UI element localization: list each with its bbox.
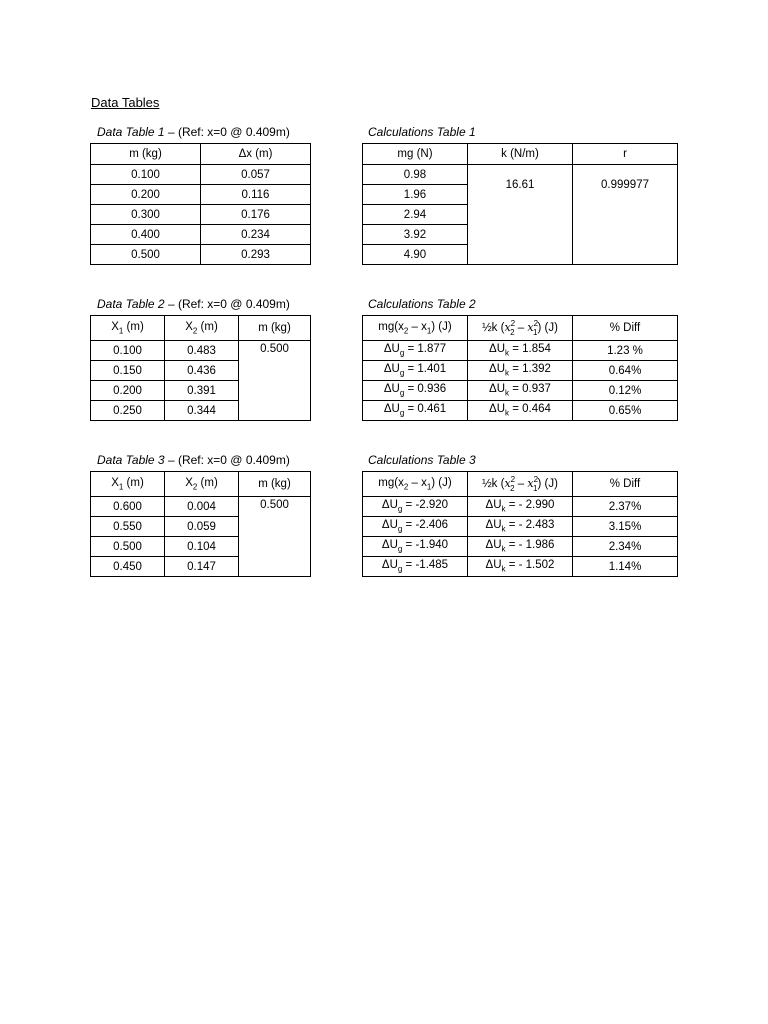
column-header: mg (N)	[363, 144, 468, 165]
cell: 2.34%	[573, 537, 678, 557]
caption-title: Calculations Table 1	[368, 125, 476, 139]
column-header: r	[573, 144, 678, 165]
cell: 4.90	[363, 245, 468, 265]
cell: 0.250	[91, 401, 165, 421]
cell: 0.12%	[573, 381, 678, 401]
mass-cell: 0.500	[239, 497, 311, 577]
column-header-potential: $mg(x_2 - x_1)$ (J)	[363, 472, 468, 497]
calculations-table-3	[362, 471, 678, 577]
cell: 2.94	[363, 205, 468, 225]
column-header: k (N/m)	[468, 144, 573, 165]
caption-ref: – (Ref: x=0 @ 0.409m)	[164, 125, 290, 139]
cell: $\Delta U_k$ = - 2.483	[468, 517, 573, 537]
cell: 0.057	[201, 165, 311, 185]
cell: 0.300	[91, 205, 201, 225]
table-header-row	[91, 316, 311, 341]
cell: $\Delta U_g = 0.461$	[363, 401, 468, 421]
cell: 0.059	[165, 517, 239, 537]
cell: $\Delta U_k = 1.392$	[468, 361, 573, 381]
cell: $\Delta U_k$ = - 1.502	[468, 557, 573, 577]
cell: $\Delta U_k$ = - 2.990	[468, 497, 573, 517]
table-row	[91, 165, 311, 185]
table-row	[363, 497, 678, 517]
mass-cell: 0.500	[239, 341, 311, 421]
caption-title: Calculations Table 3	[368, 453, 476, 467]
cell: 0.64%	[573, 361, 678, 381]
table-row	[363, 165, 678, 185]
column-header-x1: $X_1$ (m)	[91, 472, 165, 497]
cell: 0.200	[91, 381, 165, 401]
cell: $\Delta U_g = -2.406$	[363, 517, 468, 537]
column-header-mass: m (kg)	[239, 316, 311, 341]
table-row	[91, 205, 311, 225]
cell: 1.96	[363, 185, 468, 205]
data-table-3	[90, 471, 311, 577]
cell: 0.344	[165, 401, 239, 421]
table-header-row	[91, 144, 311, 165]
column-header-percent-diff: % Diff	[573, 316, 678, 341]
cell: 0.293	[201, 245, 311, 265]
caption-title: Calculations Table 2	[368, 297, 476, 311]
column-header-x1: $X_1$ (m)	[91, 316, 165, 341]
cell: 0.234	[201, 225, 311, 245]
cell: 1.23 %	[573, 341, 678, 361]
data-table-3-caption	[97, 453, 290, 467]
table-header-row	[363, 144, 678, 165]
column-header-percent-diff: % Diff	[573, 472, 678, 497]
data-table-2	[90, 315, 311, 421]
cell: 0.436	[165, 361, 239, 381]
cell: 0.550	[91, 517, 165, 537]
table-row	[363, 537, 678, 557]
cell: 0.500	[91, 245, 201, 265]
column-header-x2: $X_2$ (m)	[165, 472, 239, 497]
table-row	[91, 245, 311, 265]
caption-ref: – (Ref: x=0 @ 0.409m)	[164, 297, 290, 311]
cell: 0.200	[91, 185, 201, 205]
cell: $\Delta U_k$ = - 1.986	[468, 537, 573, 557]
cell: 3.92	[363, 225, 468, 245]
table-row	[363, 401, 678, 421]
data-table-2-caption	[97, 297, 290, 311]
cell: 0.004	[165, 497, 239, 517]
table-row	[363, 341, 678, 361]
cell: 0.100	[91, 165, 201, 185]
table-header-row	[91, 472, 311, 497]
column-header-mass: m (kg)	[239, 472, 311, 497]
column-header: m (kg)	[91, 144, 201, 165]
calculations-table-1-caption	[368, 125, 476, 139]
table-row	[91, 185, 311, 205]
caption-ref: – (Ref: x=0 @ 0.409m)	[164, 453, 290, 467]
cell: 0.400	[91, 225, 201, 245]
cell: 0.147	[165, 557, 239, 577]
calculations-table-2-caption	[368, 297, 476, 311]
table-row	[363, 557, 678, 577]
calculations-table-2	[362, 315, 678, 421]
cell: $\Delta U_g = 1.877$	[363, 341, 468, 361]
table-row	[91, 225, 311, 245]
caption-title: Data Table 2	[97, 297, 165, 311]
cell: 0.100	[91, 341, 165, 361]
column-header-potential: $mg(x_2 - x_1)$ (J)	[363, 316, 468, 341]
cell: $\Delta U_k = 0.464$	[468, 401, 573, 421]
page-heading: Data Tables	[91, 95, 160, 110]
data-table-1	[90, 143, 311, 265]
table-row	[363, 361, 678, 381]
caption-title: Data Table 1	[97, 125, 165, 139]
cell: 0.98	[363, 165, 468, 185]
cell: 0.391	[165, 381, 239, 401]
table-row	[363, 517, 678, 537]
calculations-table-3-caption	[368, 453, 476, 467]
cell: 3.15%	[573, 517, 678, 537]
cell: 0.150	[91, 361, 165, 381]
spring-constant-cell: 16.61	[468, 165, 573, 265]
cell: 0.116	[201, 185, 311, 205]
cell: 0.176	[201, 205, 311, 225]
cell: 1.14%	[573, 557, 678, 577]
cell: 0.65%	[573, 401, 678, 421]
cell: 2.37%	[573, 497, 678, 517]
cell: $\Delta U_g = -2.920$	[363, 497, 468, 517]
column-header-spring-energy: ½k $(x^2_2 - x^2_1)$ (J)	[468, 316, 573, 341]
cell: $\Delta U_g = 0.936$	[363, 381, 468, 401]
data-table-1-caption	[97, 125, 290, 139]
column-header-x2: $X_2$ (m)	[165, 316, 239, 341]
cell: $\Delta U_g = -1.485$	[363, 557, 468, 577]
cell: 0.483	[165, 341, 239, 361]
caption-title: Data Table 3	[97, 453, 165, 467]
cell: 0.104	[165, 537, 239, 557]
column-header-spring-energy: ½k $(x^2_2 - x^2_1)$ (J)	[468, 472, 573, 497]
correlation-cell: 0.999977	[573, 165, 678, 265]
cell: $\Delta U_k = 0.937$	[468, 381, 573, 401]
cell: 0.450	[91, 557, 165, 577]
table-header-row	[363, 472, 678, 497]
table-row	[91, 497, 311, 517]
calculations-table-1	[362, 143, 678, 265]
table-row	[91, 341, 311, 361]
cell: $\Delta U_g = 1.401$	[363, 361, 468, 381]
cell: 0.600	[91, 497, 165, 517]
table-row	[363, 381, 678, 401]
cell: $\Delta U_k = 1.854$	[468, 341, 573, 361]
cell: $\Delta U_g = -1.940$	[363, 537, 468, 557]
cell: 0.500	[91, 537, 165, 557]
table-header-row	[363, 316, 678, 341]
column-header: Δx (m)	[201, 144, 311, 165]
